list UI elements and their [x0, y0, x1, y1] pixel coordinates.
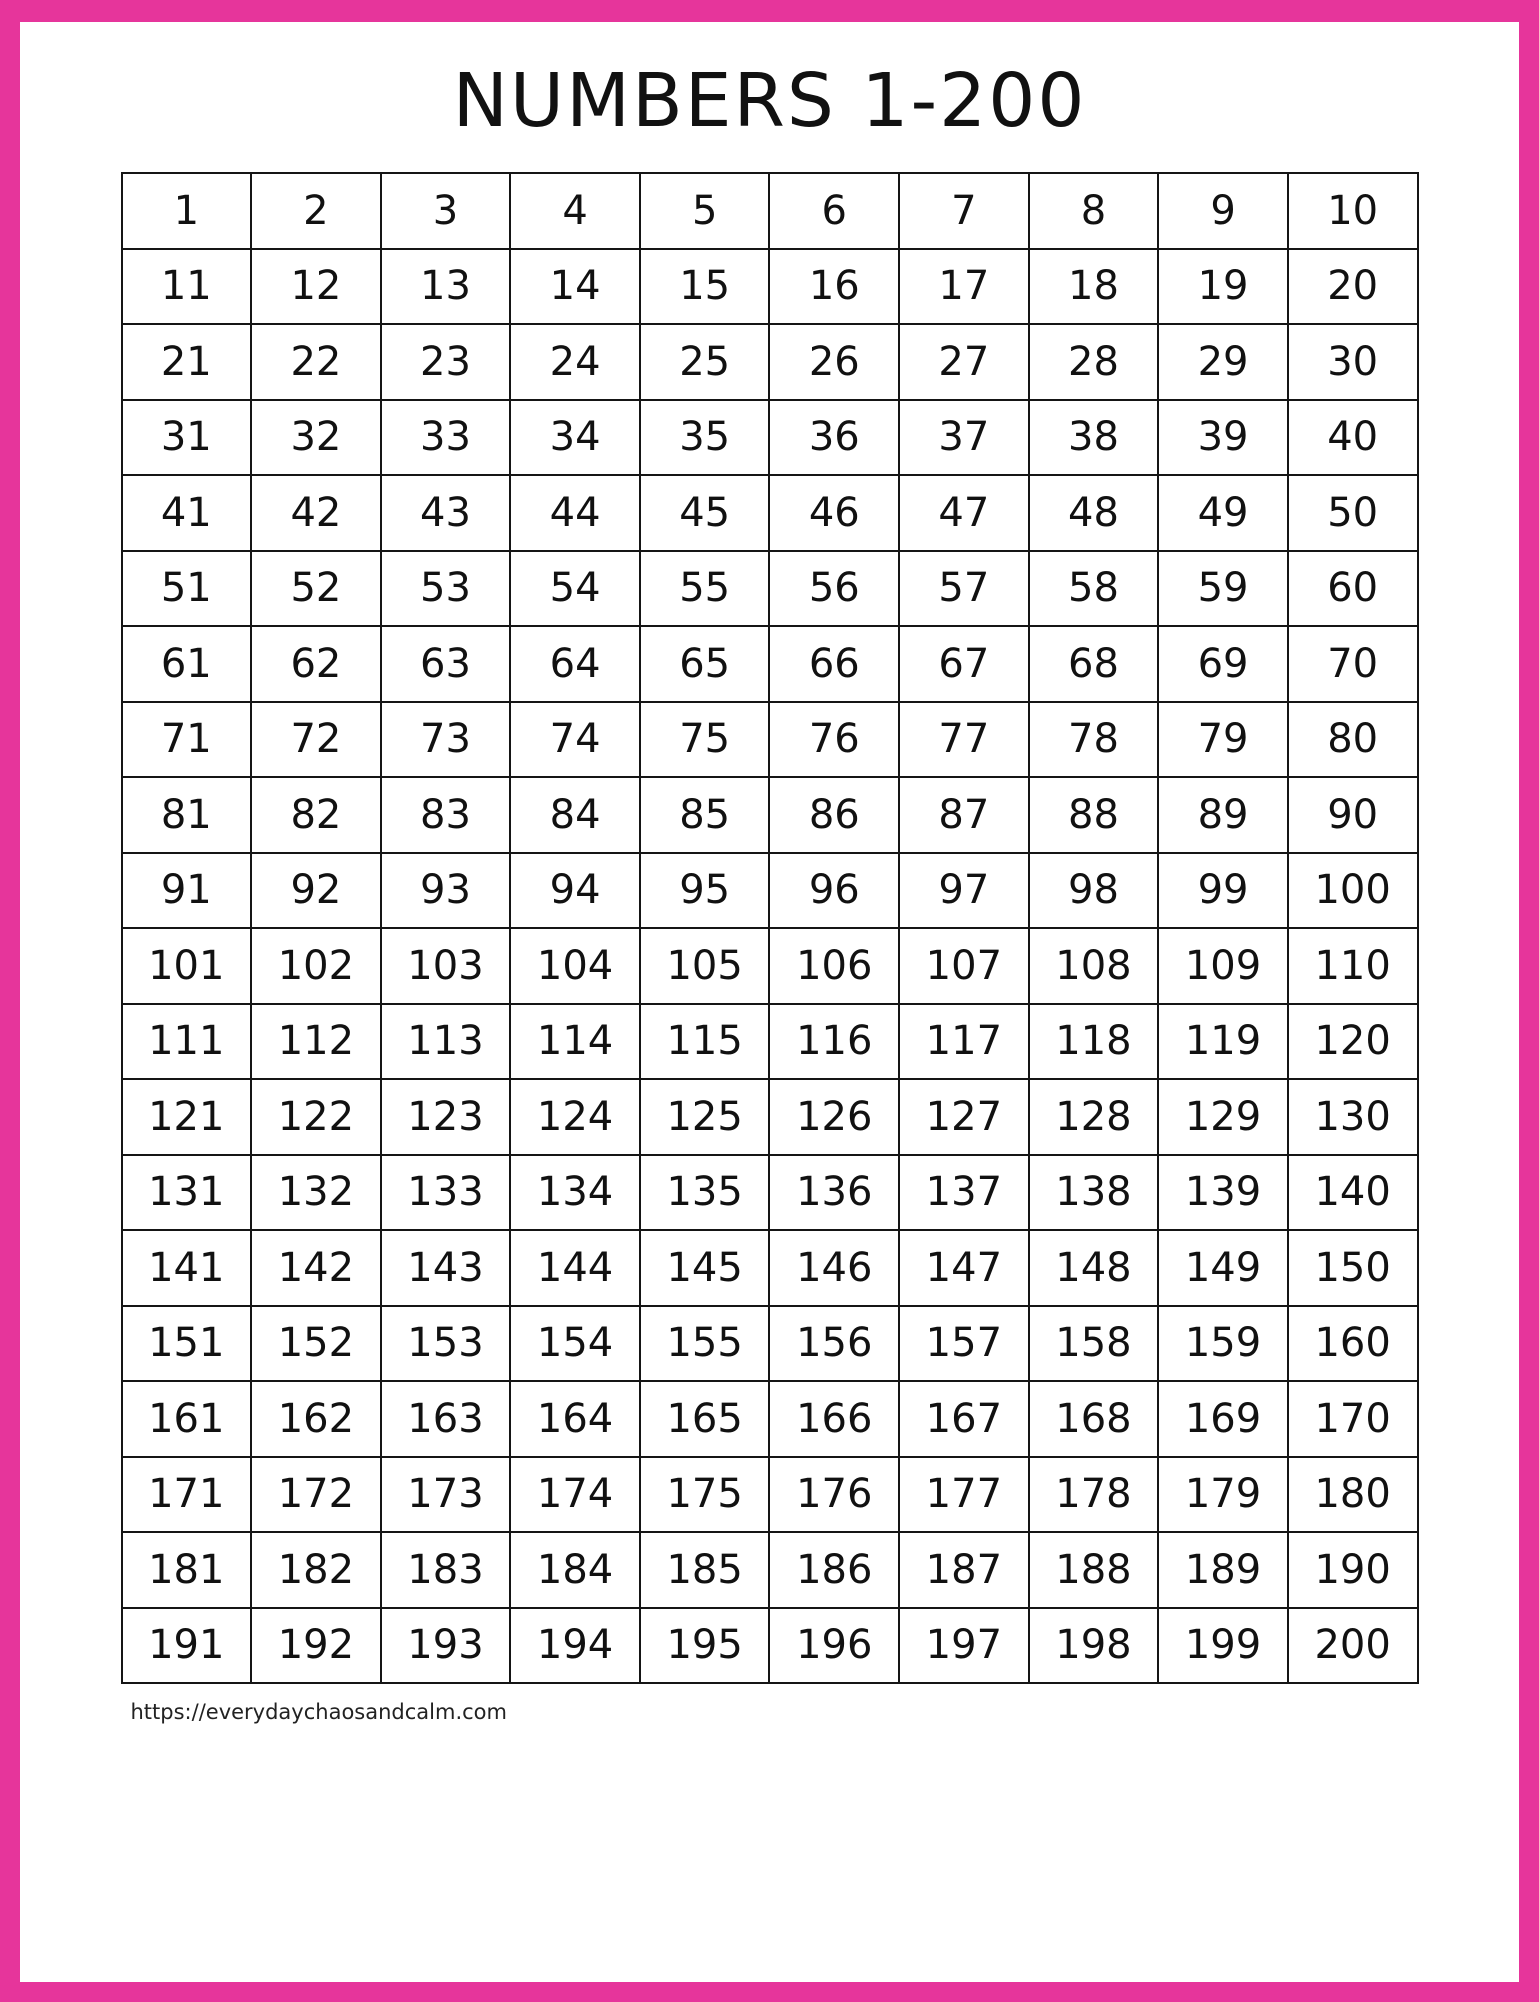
number-cell: 75 [640, 702, 770, 778]
number-cell: 93 [381, 853, 511, 929]
number-cell: 153 [381, 1306, 511, 1382]
number-cell: 181 [122, 1532, 252, 1608]
page-title: NUMBERS 1-200 [452, 58, 1087, 144]
number-cell: 32 [251, 400, 381, 476]
number-grid-row [122, 324, 1418, 400]
number-cell: 34 [510, 400, 640, 476]
number-grid-body [122, 173, 1418, 1683]
number-grid [121, 172, 1419, 1684]
number-cell: 131 [122, 1155, 252, 1231]
number-cell: 6 [769, 173, 899, 249]
number-cell: 3 [381, 173, 511, 249]
number-cell: 104 [510, 928, 640, 1004]
number-cell: 174 [510, 1457, 640, 1533]
number-cell: 11 [122, 249, 252, 325]
number-cell: 194 [510, 1608, 640, 1684]
number-cell: 39 [1158, 400, 1288, 476]
number-grid-row [122, 551, 1418, 627]
number-grid-row [122, 702, 1418, 778]
number-cell: 195 [640, 1608, 770, 1684]
number-grid-row [122, 1532, 1418, 1608]
number-cell: 30 [1288, 324, 1418, 400]
number-cell: 22 [251, 324, 381, 400]
number-cell: 133 [381, 1155, 511, 1231]
number-cell: 113 [381, 1004, 511, 1080]
number-cell: 94 [510, 853, 640, 929]
number-cell: 111 [122, 1004, 252, 1080]
number-cell: 63 [381, 626, 511, 702]
number-cell: 90 [1288, 777, 1418, 853]
number-cell: 188 [1029, 1532, 1159, 1608]
number-cell: 109 [1158, 928, 1288, 1004]
number-cell: 123 [381, 1079, 511, 1155]
number-cell: 130 [1288, 1079, 1418, 1155]
number-cell: 51 [122, 551, 252, 627]
number-cell: 57 [899, 551, 1029, 627]
number-cell: 77 [899, 702, 1029, 778]
number-cell: 168 [1029, 1381, 1159, 1457]
number-cell: 142 [251, 1230, 381, 1306]
number-cell: 9 [1158, 173, 1288, 249]
number-cell: 138 [1029, 1155, 1159, 1231]
number-cell: 164 [510, 1381, 640, 1457]
number-cell: 182 [251, 1532, 381, 1608]
number-cell: 105 [640, 928, 770, 1004]
number-cell: 180 [1288, 1457, 1418, 1533]
number-cell: 152 [251, 1306, 381, 1382]
number-cell: 163 [381, 1381, 511, 1457]
number-cell: 40 [1288, 400, 1418, 476]
number-cell: 145 [640, 1230, 770, 1306]
number-cell: 114 [510, 1004, 640, 1080]
number-cell: 53 [381, 551, 511, 627]
number-cell: 137 [899, 1155, 1029, 1231]
number-grid-row [122, 173, 1418, 249]
number-cell: 56 [769, 551, 899, 627]
number-cell: 96 [769, 853, 899, 929]
number-cell: 192 [251, 1608, 381, 1684]
number-cell: 70 [1288, 626, 1418, 702]
number-cell: 200 [1288, 1608, 1418, 1684]
number-grid-row [122, 1381, 1418, 1457]
number-cell: 20 [1288, 249, 1418, 325]
number-cell: 16 [769, 249, 899, 325]
number-cell: 69 [1158, 626, 1288, 702]
number-cell: 74 [510, 702, 640, 778]
number-cell: 132 [251, 1155, 381, 1231]
number-cell: 184 [510, 1532, 640, 1608]
number-cell: 128 [1029, 1079, 1159, 1155]
number-cell: 187 [899, 1532, 1029, 1608]
number-cell: 38 [1029, 400, 1159, 476]
number-cell: 43 [381, 475, 511, 551]
number-cell: 54 [510, 551, 640, 627]
number-cell: 58 [1029, 551, 1159, 627]
number-cell: 101 [122, 928, 252, 1004]
number-cell: 21 [122, 324, 252, 400]
number-cell: 67 [899, 626, 1029, 702]
number-grid-row [122, 1079, 1418, 1155]
number-cell: 146 [769, 1230, 899, 1306]
number-cell: 183 [381, 1532, 511, 1608]
number-grid-row [122, 853, 1418, 929]
number-cell: 59 [1158, 551, 1288, 627]
number-cell: 190 [1288, 1532, 1418, 1608]
number-cell: 124 [510, 1079, 640, 1155]
number-cell: 62 [251, 626, 381, 702]
number-cell: 79 [1158, 702, 1288, 778]
number-cell: 115 [640, 1004, 770, 1080]
number-grid-row [122, 1457, 1418, 1533]
number-grid-row [122, 1155, 1418, 1231]
number-cell: 165 [640, 1381, 770, 1457]
number-cell: 68 [1029, 626, 1159, 702]
number-cell: 185 [640, 1532, 770, 1608]
number-cell: 26 [769, 324, 899, 400]
number-cell: 155 [640, 1306, 770, 1382]
number-cell: 167 [899, 1381, 1029, 1457]
number-cell: 118 [1029, 1004, 1159, 1080]
number-cell: 25 [640, 324, 770, 400]
number-cell: 81 [122, 777, 252, 853]
number-cell: 159 [1158, 1306, 1288, 1382]
number-cell: 148 [1029, 1230, 1159, 1306]
number-cell: 197 [899, 1608, 1029, 1684]
number-cell: 42 [251, 475, 381, 551]
number-cell: 143 [381, 1230, 511, 1306]
number-cell: 65 [640, 626, 770, 702]
number-cell: 193 [381, 1608, 511, 1684]
number-grid-row [122, 1306, 1418, 1382]
number-cell: 116 [769, 1004, 899, 1080]
number-cell: 121 [122, 1079, 252, 1155]
number-cell: 24 [510, 324, 640, 400]
number-cell: 122 [251, 1079, 381, 1155]
number-cell: 186 [769, 1532, 899, 1608]
number-cell: 141 [122, 1230, 252, 1306]
number-cell: 99 [1158, 853, 1288, 929]
number-cell: 112 [251, 1004, 381, 1080]
number-cell: 158 [1029, 1306, 1159, 1382]
number-cell: 85 [640, 777, 770, 853]
number-cell: 108 [1029, 928, 1159, 1004]
number-cell: 17 [899, 249, 1029, 325]
number-cell: 149 [1158, 1230, 1288, 1306]
number-cell: 120 [1288, 1004, 1418, 1080]
number-cell: 144 [510, 1230, 640, 1306]
number-cell: 175 [640, 1457, 770, 1533]
number-cell: 19 [1158, 249, 1288, 325]
number-cell: 139 [1158, 1155, 1288, 1231]
number-cell: 135 [640, 1155, 770, 1231]
number-cell: 73 [381, 702, 511, 778]
number-grid-row [122, 1230, 1418, 1306]
number-cell: 2 [251, 173, 381, 249]
number-cell: 10 [1288, 173, 1418, 249]
number-cell: 35 [640, 400, 770, 476]
number-cell: 33 [381, 400, 511, 476]
number-cell: 160 [1288, 1306, 1418, 1382]
number-cell: 66 [769, 626, 899, 702]
number-cell: 134 [510, 1155, 640, 1231]
number-cell: 76 [769, 702, 899, 778]
number-cell: 127 [899, 1079, 1029, 1155]
number-cell: 50 [1288, 475, 1418, 551]
number-cell: 15 [640, 249, 770, 325]
number-cell: 18 [1029, 249, 1159, 325]
number-cell: 92 [251, 853, 381, 929]
number-cell: 172 [251, 1457, 381, 1533]
number-cell: 52 [251, 551, 381, 627]
number-cell: 170 [1288, 1381, 1418, 1457]
number-grid-row [122, 777, 1418, 853]
number-cell: 98 [1029, 853, 1159, 929]
number-cell: 87 [899, 777, 1029, 853]
number-cell: 46 [769, 475, 899, 551]
number-cell: 102 [251, 928, 381, 1004]
number-cell: 176 [769, 1457, 899, 1533]
number-cell: 100 [1288, 853, 1418, 929]
number-cell: 4 [510, 173, 640, 249]
number-cell: 110 [1288, 928, 1418, 1004]
number-cell: 107 [899, 928, 1029, 1004]
number-cell: 88 [1029, 777, 1159, 853]
number-cell: 89 [1158, 777, 1288, 853]
number-cell: 169 [1158, 1381, 1288, 1457]
footer-url: https://everydaychaosandcalm.com [130, 1700, 507, 1724]
number-cell: 199 [1158, 1608, 1288, 1684]
number-cell: 154 [510, 1306, 640, 1382]
number-grid-row [122, 400, 1418, 476]
number-cell: 41 [122, 475, 252, 551]
number-grid-row [122, 475, 1418, 551]
number-cell: 150 [1288, 1230, 1418, 1306]
number-cell: 60 [1288, 551, 1418, 627]
number-cell: 86 [769, 777, 899, 853]
number-cell: 44 [510, 475, 640, 551]
number-cell: 95 [640, 853, 770, 929]
number-cell: 97 [899, 853, 1029, 929]
number-cell: 189 [1158, 1532, 1288, 1608]
number-cell: 173 [381, 1457, 511, 1533]
number-cell: 80 [1288, 702, 1418, 778]
number-cell: 136 [769, 1155, 899, 1231]
number-cell: 166 [769, 1381, 899, 1457]
number-grid-row [122, 249, 1418, 325]
number-cell: 8 [1029, 173, 1159, 249]
number-cell: 5 [640, 173, 770, 249]
number-cell: 14 [510, 249, 640, 325]
number-cell: 162 [251, 1381, 381, 1457]
number-cell: 191 [122, 1608, 252, 1684]
number-cell: 78 [1029, 702, 1159, 778]
number-cell: 55 [640, 551, 770, 627]
number-cell: 179 [1158, 1457, 1288, 1533]
number-cell: 61 [122, 626, 252, 702]
number-cell: 45 [640, 475, 770, 551]
number-cell: 49 [1158, 475, 1288, 551]
number-cell: 106 [769, 928, 899, 1004]
number-cell: 117 [899, 1004, 1029, 1080]
number-cell: 84 [510, 777, 640, 853]
number-grid-row [122, 928, 1418, 1004]
worksheet-sheet [20, 22, 1519, 1982]
number-cell: 129 [1158, 1079, 1288, 1155]
number-cell: 7 [899, 173, 1029, 249]
number-cell: 157 [899, 1306, 1029, 1382]
number-cell: 36 [769, 400, 899, 476]
number-cell: 161 [122, 1381, 252, 1457]
number-cell: 31 [122, 400, 252, 476]
number-cell: 83 [381, 777, 511, 853]
number-cell: 147 [899, 1230, 1029, 1306]
number-cell: 125 [640, 1079, 770, 1155]
number-cell: 103 [381, 928, 511, 1004]
number-cell: 177 [899, 1457, 1029, 1533]
number-grid-row [122, 626, 1418, 702]
number-cell: 37 [899, 400, 1029, 476]
number-cell: 12 [251, 249, 381, 325]
number-cell: 91 [122, 853, 252, 929]
number-cell: 23 [381, 324, 511, 400]
number-cell: 82 [251, 777, 381, 853]
number-cell: 178 [1029, 1457, 1159, 1533]
number-grid-row [122, 1608, 1418, 1684]
number-cell: 71 [122, 702, 252, 778]
number-cell: 126 [769, 1079, 899, 1155]
number-grid-container [121, 172, 1419, 1684]
number-cell: 171 [122, 1457, 252, 1533]
number-cell: 48 [1029, 475, 1159, 551]
number-cell: 151 [122, 1306, 252, 1382]
number-cell: 140 [1288, 1155, 1418, 1231]
number-cell: 119 [1158, 1004, 1288, 1080]
number-cell: 198 [1029, 1608, 1159, 1684]
number-cell: 13 [381, 249, 511, 325]
number-cell: 64 [510, 626, 640, 702]
number-cell: 1 [122, 173, 252, 249]
number-cell: 27 [899, 324, 1029, 400]
number-cell: 196 [769, 1608, 899, 1684]
number-cell: 29 [1158, 324, 1288, 400]
number-cell: 72 [251, 702, 381, 778]
number-cell: 28 [1029, 324, 1159, 400]
number-cell: 156 [769, 1306, 899, 1382]
number-grid-row [122, 1004, 1418, 1080]
number-cell: 47 [899, 475, 1029, 551]
